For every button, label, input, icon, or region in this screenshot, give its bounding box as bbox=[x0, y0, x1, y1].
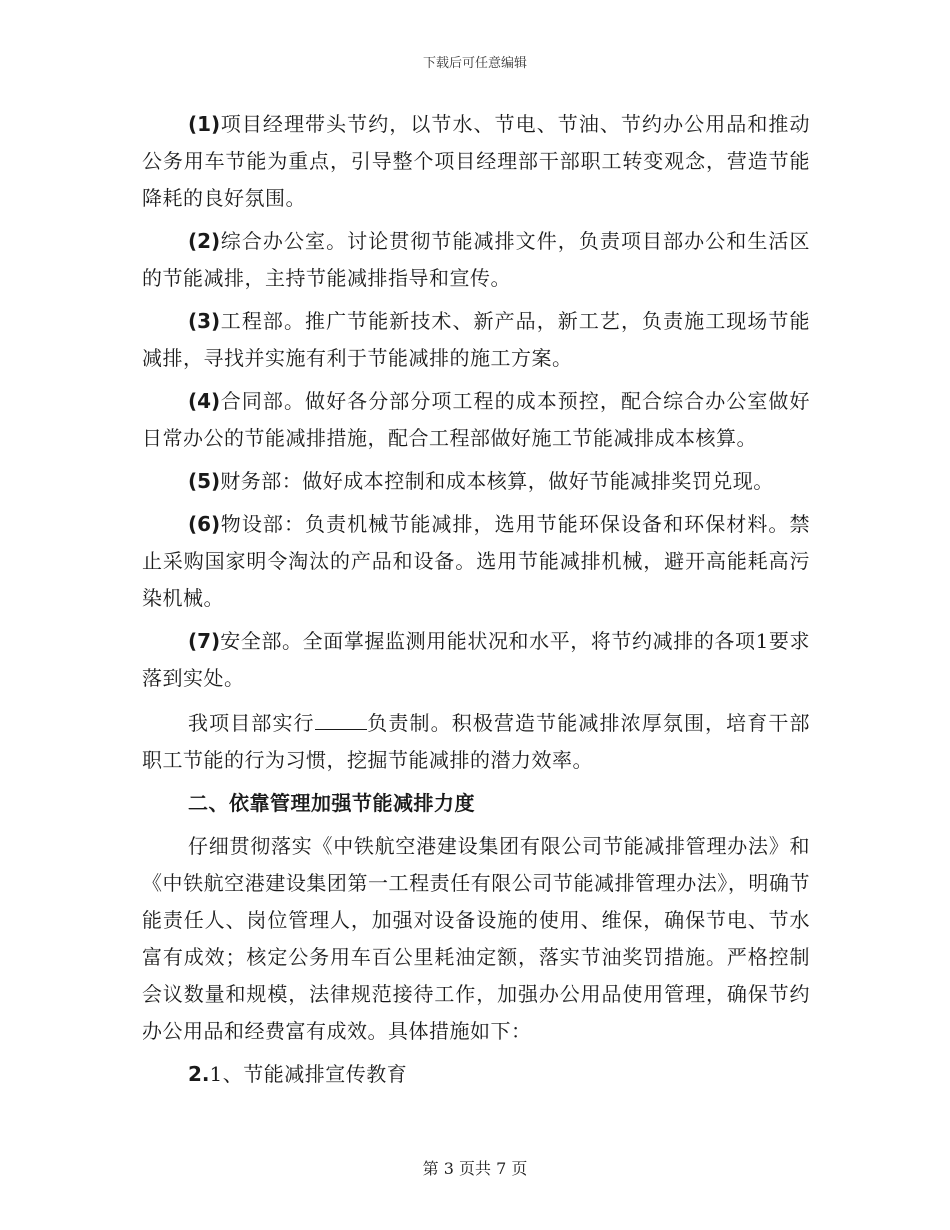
item-number: (6) bbox=[188, 512, 221, 536]
item-text: 物设部：负责机械节能减排，选用节能环保设备和环保材料。禁止采购国家明令淘汰的产品和设备。选用节能减排机械，避开高能耗高污染机械。 bbox=[142, 512, 810, 610]
item-6 bbox=[142, 506, 810, 617]
item-1 bbox=[142, 106, 810, 217]
item-text: 工程部。推广节能新技术、新产品，新工艺，负责施工现场节能减排，寻找并实施有利于节能减排的施工方案。 bbox=[142, 309, 810, 370]
subsection-heading bbox=[142, 1056, 810, 1093]
item-text: 财务部：做好成本控制和成本核算，做好节能减排奖罚兑现。 bbox=[220, 469, 774, 493]
subsection-number: 2. bbox=[188, 1062, 210, 1086]
item-number: (3) bbox=[188, 309, 221, 333]
item-text: 合同部。做好各分部分项工程的成本预控，配合综合办公室做好日常办公的节能减排措施，配合工程部做好施工节能减排成本核算。 bbox=[142, 389, 810, 450]
item-text: 项目经理带头节约，以节水、节电、节油、节约办公用品和推动公务用车节能为重点，引导整个项目经理部干部职工转变观念，营造节能降耗的良好氛围。 bbox=[142, 112, 810, 210]
section-body: 仔细贯彻落实《中铁航空港建设集团有限公司节能减排管理办法》和《中铁航空港建设集团第一工程责任有限公司节能减排管理办法》，明确节能责任人、岗位管理人，加强对设备设施的使用、维保，确保节电、节水富有成效；核定公务用车百公里耗油定额，落实节油奖罚措施。严格控制会议数量和规模，法律规范接待工作，加强办公用品使用管理，确保节约办公用品和经费富有成效。具体措施如下： bbox=[142, 834, 810, 1043]
responsibility-text-after: 负责制。积极营造节能减排浓厚氛围，培育干部职工节能的行为习惯，挖掘节能减排的潜力效率。 bbox=[142, 711, 811, 772]
subsection-title: 1、节能减排宣传教育 bbox=[209, 1062, 408, 1086]
item-3 bbox=[142, 303, 810, 377]
item-5 bbox=[142, 463, 810, 500]
page-footer: 第 3 页共 7 页 bbox=[422, 1159, 528, 1178]
item-text: 综合办公室。讨论贯彻节能减排文件，负责项目部办公和生活区的节能减排，主持节能减排指导和宣传。 bbox=[142, 229, 810, 290]
page-header: 下载后可任意编辑 bbox=[422, 56, 527, 71]
item-2 bbox=[142, 223, 810, 297]
fill-in-blank bbox=[315, 703, 367, 730]
item-number: (1) bbox=[188, 112, 221, 136]
item-7 bbox=[142, 623, 810, 697]
item-number: (2) bbox=[188, 229, 221, 253]
item-text: 安全部。全面掌握监测用能状况和水平，将节约减排的各项1要求落到实处。 bbox=[142, 629, 810, 690]
document-body bbox=[142, 106, 810, 1099]
item-number: (7) bbox=[188, 629, 221, 653]
item-number: (5) bbox=[188, 469, 221, 493]
responsibility-text-before: 我项目部实行 bbox=[188, 711, 315, 735]
item-number: (4) bbox=[188, 389, 221, 413]
responsibility-paragraph bbox=[142, 703, 810, 779]
item-4 bbox=[142, 383, 810, 457]
section-heading: 二、依靠管理加强节能减排力度 bbox=[188, 791, 475, 815]
